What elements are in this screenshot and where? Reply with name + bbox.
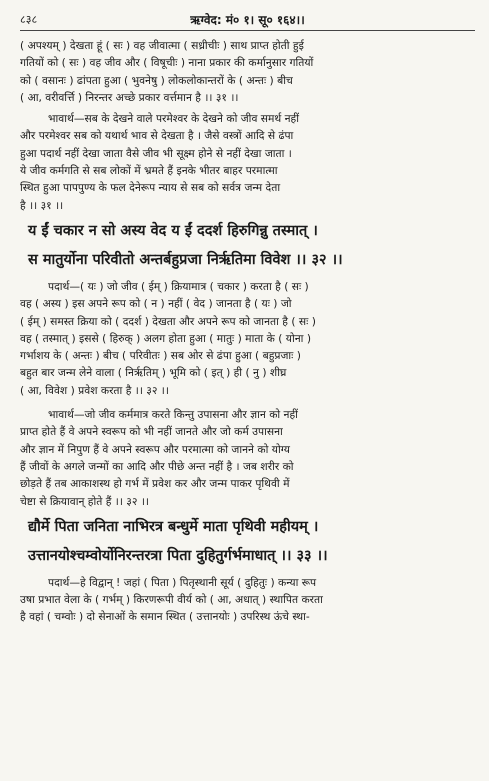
text-line: ( आ, वरीवर्त्ति ) निरन्तर अच्छे प्रकार वर्त्तमान है ।। ३१ ।। — [20, 90, 239, 104]
text-line: वह ( तस्मात् ) इससे ( हिरुक् ) अलग होता हुआ ( मातुः ) माता के ( योना ) — [20, 331, 311, 345]
mantra-line: य ईं चकार न सो अस्य वेद य ईं ददर्श हिरुगिन्नु तस्मात् । — [28, 221, 318, 239]
text-line: उषा प्रभात वेला के ( गर्भम् ) किरणरूपी वीर्य को ( आ, अधात् ) स्थापित करता — [20, 593, 323, 607]
text-line: हैं जीवों के अगले जन्मों का आदि और पीछे अन्त नहीं है । जब शरीर को — [20, 459, 294, 473]
page-number: ८३८ — [20, 12, 38, 26]
text-line: और ज्ञान में निपुण हैं वे अपने स्वरूप और परमात्मा को जानने को योग्य — [20, 442, 290, 456]
text-line: ( अपश्यम् ) देखता हूं ( सः ) वह जीवात्मा ( सध्रीचीः ) साथ प्राप्त होती हुई — [20, 39, 304, 52]
bhavartha-31 — [20, 110, 475, 214]
text-line: स्थित हुआ पापपुण्य के फल देनेरूप न्याय से सब को सर्वत्र जन्म देता — [20, 181, 281, 195]
text-line: बहुत बार जन्म लेने वाला ( निर्ऋतिम् ) भूमि को ( इत् ) ही ( नु ) शीघ्र — [20, 366, 287, 380]
mantra-line: उत्तानयोश्चम्वोर्योनिरन्तरत्रा पिता दुहितुर्गर्भमाधात् ।। ३३ ।। — [28, 546, 328, 564]
text-line: पदार्थ—हे विद्वान् ! जहां ( पिता ) पितृस्थानी सूर्य ( दुहितुः ) कन्या रूप — [48, 575, 317, 589]
text-line: छोड़ते हैं तब आकाशस्थ हो गर्भ में प्रवेश कर और जन्म पाकर पृथिवी में — [20, 477, 290, 491]
text-line: ये जीव कर्मगति से सब लोकों में भ्रमते हैं इनके भीतर बाहर परमात्मा — [20, 164, 278, 178]
bhavartha-32 — [20, 406, 475, 510]
page-header — [20, 8, 475, 31]
mantra-32 — [20, 218, 475, 272]
mantra-33 — [20, 514, 475, 568]
text-line: भावार्थ—सब के देखने वाले परमेश्वर के देखने को जीव समर्थ नहीं — [48, 112, 300, 126]
text-line: को ( वसानः ) ढांपता हुआ ( भुवनेषु ) लोकलोकान्तरों के ( अन्तः ) बीच — [20, 73, 293, 87]
text-line: गतियों को ( सः ) वह जीव और ( विषूचीः ) नाना प्रकार की कर्मानुसार गतियों — [20, 56, 314, 70]
padartha-33 — [20, 574, 475, 626]
padartha-32 — [20, 278, 475, 399]
text-line: है ।। ३१ ।। — [20, 198, 64, 212]
text-line: पदार्थ—( यः ) जो जीव ( ईम् ) क्रियामात्र ( चकार ) करता है ( सः ) — [48, 279, 309, 293]
mantra-line: स मातुर्योना परिवीतो अन्तर्बहुप्रजा निर्ऋतिमा विवेश ।। ३२ ।। — [28, 250, 343, 268]
text-line: गर्भाशय के ( अन्तः ) बीच ( परिवीतः ) सब ओर से ढंपा हुआ ( बहुप्रजाः ) — [20, 349, 301, 363]
text-line: ( आ, विवेश ) प्रवेश करता है ।। ३२ ।। — [20, 383, 169, 397]
running-head: ऋग्वेद: मं० १। सू० १६४।। — [190, 12, 305, 27]
text-line: ( ईम् ) समस्त क्रिया को ( ददर्श ) देखता और अपने रूप को जानता है ( सः ) — [20, 314, 316, 328]
text-line: हुआ पदार्थ नहीं देखा जाता वैसे जीव भी सूक्ष्म होने से नहीं देखा जाता । — [20, 146, 292, 160]
text-line: भावार्थ—जो जीव कर्ममात्र करते किन्तु उपासना और ज्ञान को नहीं — [48, 408, 298, 422]
text-line: और परमेश्वर सब को यथार्थ भाव से देखता है । जैसे वस्त्रों आदि से ढंपा — [20, 129, 294, 143]
text-line: प्राप्त होते हैं वे अपने स्वरूप को भी नहीं जानते और जो कर्म उपासना — [20, 425, 283, 439]
text-line: वह ( अस्य ) इस अपने रूप को ( न ) नहीं ( वेद ) जानता है ( यः ) जो — [20, 297, 292, 311]
text-line: है वहां ( चम्वोः ) दो सेनाओं के समान स्थित ( उत्तानयोः ) उपरिस्थ ऊंचे स्था- — [20, 610, 310, 624]
mantra-line: द्यौर्मे पिता जनिता नाभिरत्र बन्धुर्मे माता पृथिवी महीयम् । — [28, 517, 319, 535]
padartha-31 — [20, 37, 475, 106]
text-line: चेष्टा से क्रियावान् होते हैं ।। ३२ ।। — [20, 494, 149, 508]
